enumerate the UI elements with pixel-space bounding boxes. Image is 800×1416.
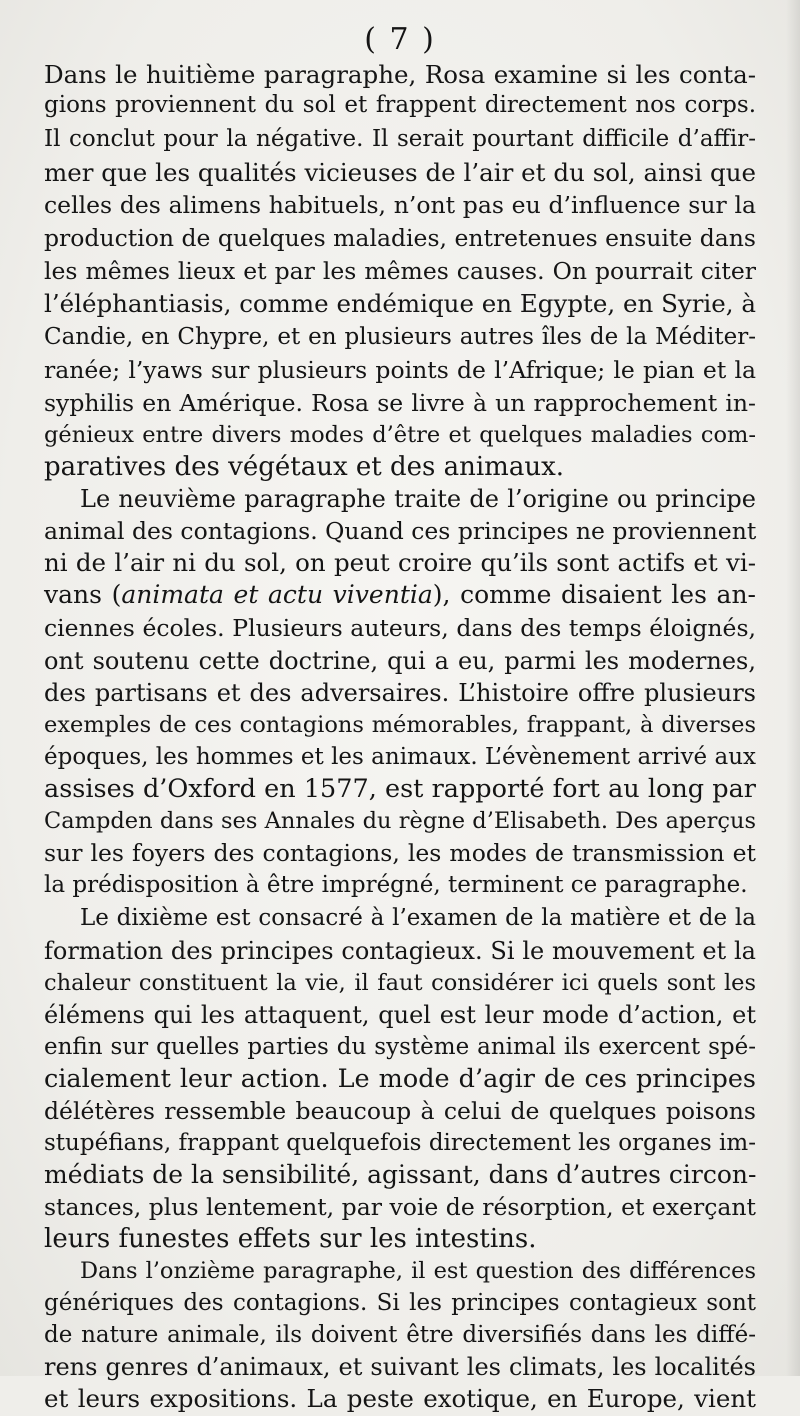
text-line: paratives des végétaux et des animaux.	[44, 452, 565, 482]
text-line: ont soutenu cette doctrine, qui a eu, parmi les modernes,	[44, 647, 756, 675]
text-line: Campden dans ses Annales du règne d’Elisabeth. Des aperçus	[44, 808, 756, 834]
text-line: Candie, en Chypre, et en plusieurs autres îles de la Méditer-	[44, 324, 756, 350]
italic-latin-phrase: animata et actu viventia	[121, 580, 433, 609]
text-line: de nature animale, ils doivent être diversifiés dans les diffé-	[44, 1322, 756, 1348]
text-line: élémens qui les attaquent, quel est leur mode d’action, et	[44, 1001, 756, 1029]
text-line: stupéfians, frappant quelquefois directement les organes im-	[44, 1130, 756, 1156]
text-line: exemples de ces contagions mémorables, frappant, à diverses	[44, 712, 756, 738]
text-line: des partisans et des adversaires. L’histoire offre plusieurs	[44, 679, 756, 707]
text-line: ni de l’air ni du sol, on peut croire qu’ils sont actifs et vi-	[44, 548, 756, 577]
text-line: époques, les hommes et les animaux. L’évènement arrivé aux	[44, 744, 756, 770]
text-line: gions proviennent du sol et frappent directement nos corps.	[44, 92, 756, 118]
page-number: ( 7 )	[364, 22, 436, 57]
text-run: ), comme disaient les an-	[432, 580, 756, 609]
text-line: l’éléphantiasis, comme endémique en Egypte, en Syrie, à	[44, 289, 756, 318]
text-line: médiats de la sensibilité, agissant, dans d’autres circon-	[44, 1160, 757, 1189]
text-line: Le neuvième paragraphe traite de l’origine ou principe	[80, 485, 756, 513]
text-run: vans (	[44, 580, 122, 609]
text-line: leurs funestes effets sur les intestins.	[44, 1224, 537, 1254]
text-line: enfin sur quelles parties du système animal ils exercent spé-	[44, 1034, 756, 1060]
text-line: stances, plus lentement, par voie de résorption, et exerçant	[44, 1193, 756, 1221]
text-line: rens genres d’animaux, et suivant les climats, les localités	[44, 1353, 756, 1381]
text-line: Dans le huitième paragraphe, Rosa examine si les conta-	[44, 60, 756, 89]
text-line: animal des contagions. Quand ces principes ne proviennent	[44, 517, 757, 545]
text-line: ciennes écoles. Plusieurs auteurs, dans des temps éloignés,	[44, 614, 756, 642]
page-edge-shadow	[786, 0, 800, 1376]
text-line: mer que les qualités vicieuses de l’air et du sol, ainsi que	[44, 158, 756, 187]
text-line: formation des principes contagieux. Si le mouvement et la	[44, 937, 756, 965]
text-line: production de quelques maladies, entretenues ensuite dans	[44, 224, 756, 252]
text-line: celles des alimens habituels, n’ont pas eu d’influence sur la	[44, 191, 756, 219]
text-line: syphilis en Amérique. Rosa se livre à un rapprochement in-	[44, 389, 756, 417]
text-line: assises d’Oxford en 1577, est rapporté fort au long par	[44, 774, 756, 804]
text-line: ranée; l’yaws sur plusieurs points de l’Afrique; le pian et la	[44, 356, 756, 384]
text-line: les mêmes lieux et par les mêmes causes. On pourrait citer	[44, 257, 756, 285]
text-line: Dans l’onzième paragraphe, il est question des différences	[80, 1258, 756, 1284]
text-line: délétères ressemble beaucoup à celui de quelques poisons	[44, 1097, 756, 1125]
text-line: sur les foyers des contagions, les modes de transmission et	[44, 839, 756, 867]
text-line: Le dixième est consacré à l’examen de la matière et de la	[80, 905, 756, 931]
text-line-italic	[44, 578, 756, 612]
text-line: génériques des contagions. Si les principes contagieux sont	[44, 1290, 756, 1316]
text-line: et leurs expositions. La peste exotique, en Europe, vient	[44, 1384, 756, 1413]
text-line: cialement leur action. Le mode d’agir de ces principes	[44, 1064, 756, 1094]
text-line: Il conclut pour la négative. Il serait pourtant difficile d’affir-	[44, 126, 756, 152]
text-line: chaleur constituent la vie, il faut considérer ici quels sont les	[44, 970, 756, 996]
text-line: génieux entre divers modes d’être et quelques maladies com-	[44, 422, 756, 448]
text-line: la prédisposition à être imprégné, terminent ce paragraphe.	[44, 872, 748, 898]
